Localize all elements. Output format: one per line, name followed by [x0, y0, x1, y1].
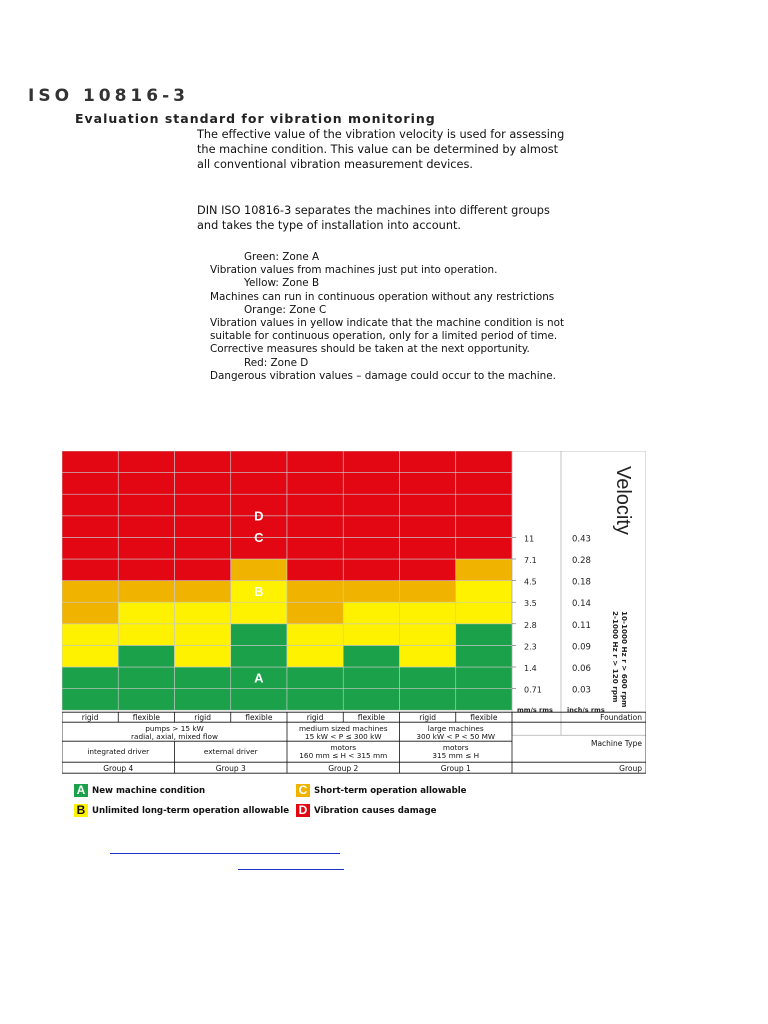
zone-cell-5-9	[343, 494, 399, 516]
zone-cell-1-6	[118, 559, 174, 581]
inch-tick-5: 0.09	[572, 642, 591, 653]
inch-tick-3: 0.14	[572, 599, 591, 610]
zone-cell-7-4	[456, 602, 512, 624]
legend-swatch-c: C	[296, 784, 310, 797]
machine-type-2-line2: 300 kW < P < 50 MW	[416, 732, 496, 742]
zone-cell-0-0	[62, 689, 118, 711]
zone-cell-0-7	[62, 537, 118, 559]
zone-cell-3-11	[231, 451, 287, 473]
intro-paragraph-1: The effective value of the vibration velocity is used for assessing the machine condition. This value can be determined by almost all conventional vibration measurement devices.	[197, 128, 565, 171]
inch-tick-1: 0.28	[572, 556, 591, 566]
freq-range-2: 2-1000 Hz r > 120 rpm	[611, 611, 620, 703]
zone-cell-5-2	[343, 645, 399, 667]
zone-cell-4-10	[287, 473, 343, 495]
mm-tick-5: 2.3	[524, 642, 537, 652]
zone-cell-4-4	[287, 602, 343, 624]
zone-cell-2-7	[175, 537, 231, 559]
zone-label-b: B	[254, 583, 264, 599]
zone-cell-3-4	[231, 602, 287, 624]
zone-cell-2-8	[175, 516, 231, 538]
driver-1-line1: external driver	[203, 747, 258, 757]
zone-cell-1-2	[118, 645, 174, 667]
zone-cell-6-6	[400, 559, 456, 581]
foundation-label: Foundation	[600, 713, 642, 723]
foundation-cell-6: rigid	[419, 713, 437, 723]
zone-cell-1-9	[118, 494, 174, 516]
zone-cell-6-11	[400, 451, 456, 473]
zone-a-name: Green: Zone A	[244, 251, 320, 263]
zone-cell-5-10	[343, 473, 399, 495]
mm-tick-4: 2.8	[524, 620, 537, 630]
zone-cell-2-2	[175, 645, 231, 667]
zone-cell-4-6	[287, 559, 343, 581]
zone-cell-0-5	[62, 581, 118, 603]
zone-cell-2-10	[175, 473, 231, 495]
legend-swatch-b: B	[74, 804, 88, 817]
zone-cell-7-10	[456, 473, 512, 495]
foundation-cell-4: rigid	[306, 713, 324, 723]
zone-cell-6-4	[400, 602, 456, 624]
zone-cell-2-1	[175, 667, 231, 689]
zone-cell-5-3	[343, 624, 399, 646]
zone-c-desc: Vibration values in yellow indicate that the machine condition is not suitable for continuous operation, only for a limited period of time. Corrective measures should be taken at the next opportunity.	[210, 317, 565, 356]
zone-cell-2-4	[175, 602, 231, 624]
group-cell-1: Group 3	[215, 764, 246, 774]
chart-title: Velocity	[612, 466, 634, 535]
legend-swatch-a: A	[74, 784, 88, 797]
inch-unit-label: inch/s rms	[567, 706, 605, 715]
zone-cell-0-9	[62, 494, 118, 516]
zone-d-name: Red: Zone D	[244, 356, 309, 369]
group-cell-0: Group 4	[103, 764, 134, 774]
zone-cell-7-5	[456, 581, 512, 603]
zone-cell-6-10	[400, 473, 456, 495]
zone-cell-4-7	[287, 537, 343, 559]
page-title: ISO 10816-3	[28, 86, 189, 106]
zone-cell-5-0	[343, 689, 399, 711]
zone-d-desc: Dangerous vibration values – damage could occur to the machine.	[210, 369, 556, 382]
machine-type-0-line2: radial, axial, mixed flow	[131, 732, 218, 742]
foundation-cell-7: flexible	[470, 713, 498, 723]
zone-cell-1-3	[118, 624, 174, 646]
legend-text-b: Unlimited long-term operation allowable	[92, 806, 290, 816]
zone-cell-6-0	[400, 689, 456, 711]
zone-cell-4-5	[287, 581, 343, 603]
inch-tick-2: 0.18	[572, 577, 591, 588]
intro-paragraph-2: DIN ISO 10816-3 separates the machines into different groups and takes the type of installation into account.	[197, 204, 550, 232]
zone-cell-1-5	[118, 581, 174, 603]
zone-cell-7-9	[456, 494, 512, 516]
zone-cell-6-2	[400, 645, 456, 667]
zone-cell-4-3	[287, 624, 343, 646]
machine-type-1-line1: medium sized machines	[298, 724, 388, 734]
zone-cell-5-1	[343, 667, 399, 689]
zone-cell-1-8	[118, 516, 174, 538]
zone-cell-1-11	[118, 451, 174, 473]
legend-swatch-d: D	[296, 804, 310, 817]
foundation-cell-5: flexible	[357, 713, 385, 723]
machine-type-1-line2: 15 kW < P ≤ 300 kW	[304, 732, 382, 742]
group-cell-3: Group 1	[440, 764, 471, 774]
foundation-cell-0: rigid	[81, 713, 99, 723]
zone-cell-2-0	[175, 689, 231, 711]
zone-cell-2-9	[175, 494, 231, 516]
zone-cell-2-3	[175, 624, 231, 646]
zone-cell-6-7	[400, 537, 456, 559]
zone-c-name: Orange: Zone C	[244, 303, 327, 316]
zone-cell-3-0	[231, 689, 287, 711]
zone-a-desc: Vibration values from machines just put into operation.	[210, 264, 498, 277]
zone-cell-7-1	[456, 667, 512, 689]
driver-2-line2: 160 mm ≤ H < 315 mm	[299, 751, 388, 761]
zone-cell-5-8	[343, 516, 399, 538]
driver-2-line1: motors	[330, 743, 357, 753]
link-underline-1[interactable]	[110, 853, 340, 854]
zone-cell-4-11	[287, 451, 343, 473]
page-subtitle: Evaluation standard for vibration monitoring	[75, 111, 436, 126]
group-label: Group	[619, 764, 642, 774]
zone-cell-0-2	[62, 645, 118, 667]
zone-cell-2-11	[175, 451, 231, 473]
zone-cell-7-8	[456, 516, 512, 538]
vibration-severity-chart	[62, 451, 646, 781]
inch-tick-7: 0.03	[572, 685, 591, 696]
mm-tick-0: 11	[524, 534, 535, 544]
zone-cell-5-7	[343, 537, 399, 559]
zone-cell-0-3	[62, 624, 118, 646]
mm-unit-label: mm/s rms	[517, 706, 553, 715]
zone-cell-7-2	[456, 645, 512, 667]
zone-b-desc: Machines can run in continuous operation without any restrictions	[210, 290, 555, 303]
zone-list	[210, 251, 570, 383]
zone-cell-4-9	[287, 494, 343, 516]
foundation-cell-3: flexible	[245, 713, 273, 723]
mm-tick-2: 4.5	[524, 577, 537, 587]
machine-type-2-line1: large machines	[427, 724, 484, 734]
inch-tick-0: 0.43	[572, 534, 591, 545]
zone-cell-6-8	[400, 516, 456, 538]
zone-cell-5-11	[343, 451, 399, 473]
zone-cell-7-3	[456, 624, 512, 646]
group-cell-2: Group 2	[328, 764, 359, 774]
zone-cell-0-4	[62, 602, 118, 624]
mm-tick-3: 3.5	[524, 599, 537, 609]
zone-cell-1-1	[118, 667, 174, 689]
legend-text-a: New machine condition	[92, 786, 206, 796]
zone-cell-3-3	[231, 624, 287, 646]
zone-cell-3-2	[231, 645, 287, 667]
inch-tick-4: 0.11	[572, 620, 591, 631]
mm-tick-7: 0.71	[524, 685, 542, 695]
mm-tick-6: 1.4	[524, 664, 537, 673]
zone-cell-0-10	[62, 473, 118, 495]
zone-cell-0-6	[62, 559, 118, 581]
zone-cell-6-3	[400, 624, 456, 646]
machine-type-0-line1: pumps > 15 kW	[145, 724, 204, 734]
freq-range-1: 10-1000 Hz r > 600 rpm	[620, 611, 629, 708]
zone-label-a: A	[254, 670, 264, 686]
zone-cell-0-11	[62, 451, 118, 473]
zone-cell-7-0	[456, 689, 512, 711]
zone-cell-7-11	[456, 451, 512, 473]
driver-3-line2: 315 mm ≤ H	[432, 751, 480, 761]
zone-cell-4-1	[287, 667, 343, 689]
zone-cell-3-6	[231, 559, 287, 581]
zone-label-c: C	[254, 529, 264, 545]
zone-cell-7-7	[456, 537, 512, 559]
zone-cell-1-4	[118, 602, 174, 624]
zone-cell-1-7	[118, 537, 174, 559]
zone-cell-5-5	[343, 581, 399, 603]
driver-3-line1: motors	[442, 743, 469, 753]
zone-cell-4-2	[287, 645, 343, 667]
legend-text-d: Vibration causes damage	[314, 806, 437, 816]
foundation-cell-2: rigid	[194, 713, 212, 723]
zone-cell-6-9	[400, 494, 456, 516]
zone-cell-5-6	[343, 559, 399, 581]
foundation-cell-1: flexible	[132, 713, 160, 723]
zone-cell-6-5	[400, 581, 456, 603]
driver-0-line1: integrated driver	[87, 747, 150, 757]
zone-cell-5-4	[343, 602, 399, 624]
zone-cell-1-10	[118, 473, 174, 495]
zone-cell-2-5	[175, 581, 231, 603]
zone-cell-3-10	[231, 473, 287, 495]
zone-cell-6-1	[400, 667, 456, 689]
legend-text-c: Short-term operation allowable	[314, 786, 467, 796]
zone-b-name: Yellow: Zone B	[244, 277, 320, 290]
zone-cell-0-8	[62, 516, 118, 538]
zone-label-d: D	[254, 508, 264, 524]
mm-tick-1: 7.1	[524, 556, 537, 565]
inch-tick-6: 0.06	[572, 664, 591, 674]
zone-cell-2-6	[175, 559, 231, 581]
zone-cell-4-0	[287, 689, 343, 711]
zone-cell-1-0	[118, 689, 174, 711]
zone-cell-4-8	[287, 516, 343, 538]
link-underline-2[interactable]	[238, 869, 344, 870]
zone-cell-0-1	[62, 667, 118, 689]
machine-type-label: Machine Type	[590, 739, 642, 749]
zone-cell-7-6	[456, 559, 512, 581]
